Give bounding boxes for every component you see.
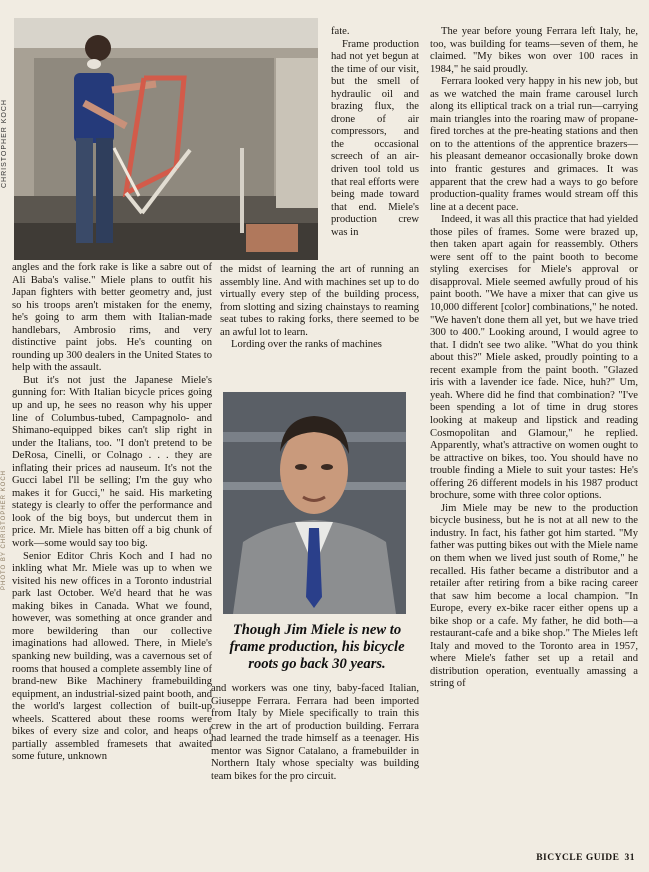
article-column-1	[12, 262, 212, 764]
magazine-name: BICYCLE GUIDE	[536, 853, 620, 863]
paint-booth-photo	[14, 18, 318, 260]
paragraph: Indeed, it was all this practice that had yielded those piles of frames. Some were brazed up, then taken apart again for reassembly. Others were sent off to the paint booth to become styling exercises for Miele's approval or disapproval. Miele seemed awfully proud of his paint booth. "We have a mixer that can give us 10,000 different [color] combinations," he noted. "We haven't done them all yet, but we have tried 300 to 400." Looking around, I would agree to that. I didn't see two alike. "What do you think about this?" Miele asked, proudly pointing to a recent example from the paint booth. "Glazed iris with a lavender ice fade. Nice, huh?" Um, yeah. Where did he find that combination? "I've been spending a lot of time in drug stores looking at makeup and lipstick and reading Cosmopolitan and Glamour," he replied. Apparently, what's attractive on women ought to be attractive on bikes, too. You should have no trouble finding a Miele to suit your tastes: He's offering 26 different models in his 1987 product brochure, some with three color options.	[430, 214, 638, 502]
paragraph: Frame production had not yet begun at the time of our visit, but the smell of hydraulic oil and brazing flux, the drone of air compressors, and the occasional screech of an air-driven tool told us that real efforts were being made toward that end. Miele's production crew was in	[331, 38, 419, 238]
paragraph: fate.	[331, 26, 350, 37]
article-column-3	[430, 26, 638, 691]
paragraph: Senior Editor Chris Koch and I had no inkling what Mr. Miele was up to when we visited his new offices in a Toronto industrial park last October. We'd heard that he was making bikes in Canada. What we found, however, was something at once grander and more bewildering than our collective imaginations had allowed. There, in Miele's spanking new building, was a cavernous set of rooms that housed a complete assembly line of brand-new Bike Machinery framebuilding equipment, an industrial-sized paint booth, and the world's largest collection of built-up wheels. Scattered about these rooms were bikes of every size and color, and heaps of partially assembled framesets that awaited some future, unknown	[12, 550, 212, 763]
paragraph: the midst of learning the art of running an assembly line. And with machines set up to do virtually every step of the building process, from slotting and sizing chainstays to reaming seat tubes to raking forks, there seemed to be an awful lot to learn.	[220, 264, 419, 338]
page-footer	[536, 853, 635, 863]
paragraph: But it's not just the Japanese Miele's gunning for: With Italian bicycle prices going up and up, he sees no reason why his upper line of Columbus-tubed, Campagnolo- and Shimano-equipped bikes can't slip right in under the Italians, too. "I don't pretend to be DeRosa, Cinelli, or Colnago . . . they are inflating their prices ad nauseum. It's not the Gucci label I'll be selling; I'm the guy who makes it for Gucci," he said. His marketing stategy is clearly to offer the performance and look of the big boys, but undercut them in price. Mr. Miele has bitten off a big chunk of work—some would say too big.	[12, 374, 212, 550]
paragraph: Jim Miele may be new to the production bicycle business, but he is not at all new to the industry. In fact, his father got him started. "My father was putting bikes out with the Miele name on them when we lived just south of Rome," he recalled. His father became a distributor and a retailer after retiring from a bike racing career that saw him become a local champion. "In Europe, every ex-bike racer either opens up a bike shop or a cafe. My father, he did both—a restaurant-cafe and a bike shop." The Mieles left Italy and moved to the Toronto area in 1957, where Miele's father set up a retail and distribution operation, eventually amassing a string of	[430, 502, 638, 690]
article-column-2-top	[331, 26, 419, 239]
paragraph: and workers was one tiny, baby-faced Italian, Giuseppe Ferrara. Ferrara had been imported from Italy by Miele specifically to train this crew in the art of production building. Ferrara had learned the trade himself as a teenager. His mentor was Signor Catalano, a framebuilder in Northern Italy whose specialty was building team bikes for the pro circuit.	[211, 683, 419, 782]
photo-credit: CHRISTOPHER KOCH	[1, 99, 8, 188]
portrait-illustration	[223, 392, 406, 614]
page-number: 31	[624, 853, 635, 863]
paragraph: Ferrara looked very happy in his new job, but as we watched the main frame carousel lurch along its elliptical track on a trial run—carrying main triangles into the roaring maw of propane-fired torches at the pre-heating stations and then on to the attentions of the apprentice brazers—his pleasant demeanor occasionally broke down into frantic gestures and grimaces. It was apparent that the crew had a ways to go before production-quality frames would stream off this line at a decent pace.	[430, 76, 638, 213]
jim-miele-portrait-photo	[223, 392, 406, 614]
paint-booth-illustration	[14, 18, 318, 260]
paragraph: Lording over the ranks of machines	[231, 339, 382, 351]
side-photo-credit: PHOTO BY CHRISTOPHER KOCH	[1, 469, 7, 590]
photo-caption: Though Jim Miele is new to frame production, his bicycle roots go back 30 years.	[229, 622, 405, 672]
paragraph: angles and the fork rake is like a sabre out of Ali Baba's valise." Miele plans to outfit his Japan fighters with better geometry and, just so his troops aren't mistaken for the enemy, he's going to arm them with Italian-made handlebars, Ambrosio rims, and very distinctive paint jobs. He's counting on rounding up 300 dealers in the United States to help with the assault.	[12, 262, 212, 374]
article-column-2-middle	[220, 264, 419, 352]
paragraph: The year before young Ferrara left Italy, he, too, was building for teams—seven of them, he claimed. "My bikes won over 100 races in 1984," he said proudly.	[430, 26, 638, 75]
article-column-2-bottom	[211, 683, 419, 783]
